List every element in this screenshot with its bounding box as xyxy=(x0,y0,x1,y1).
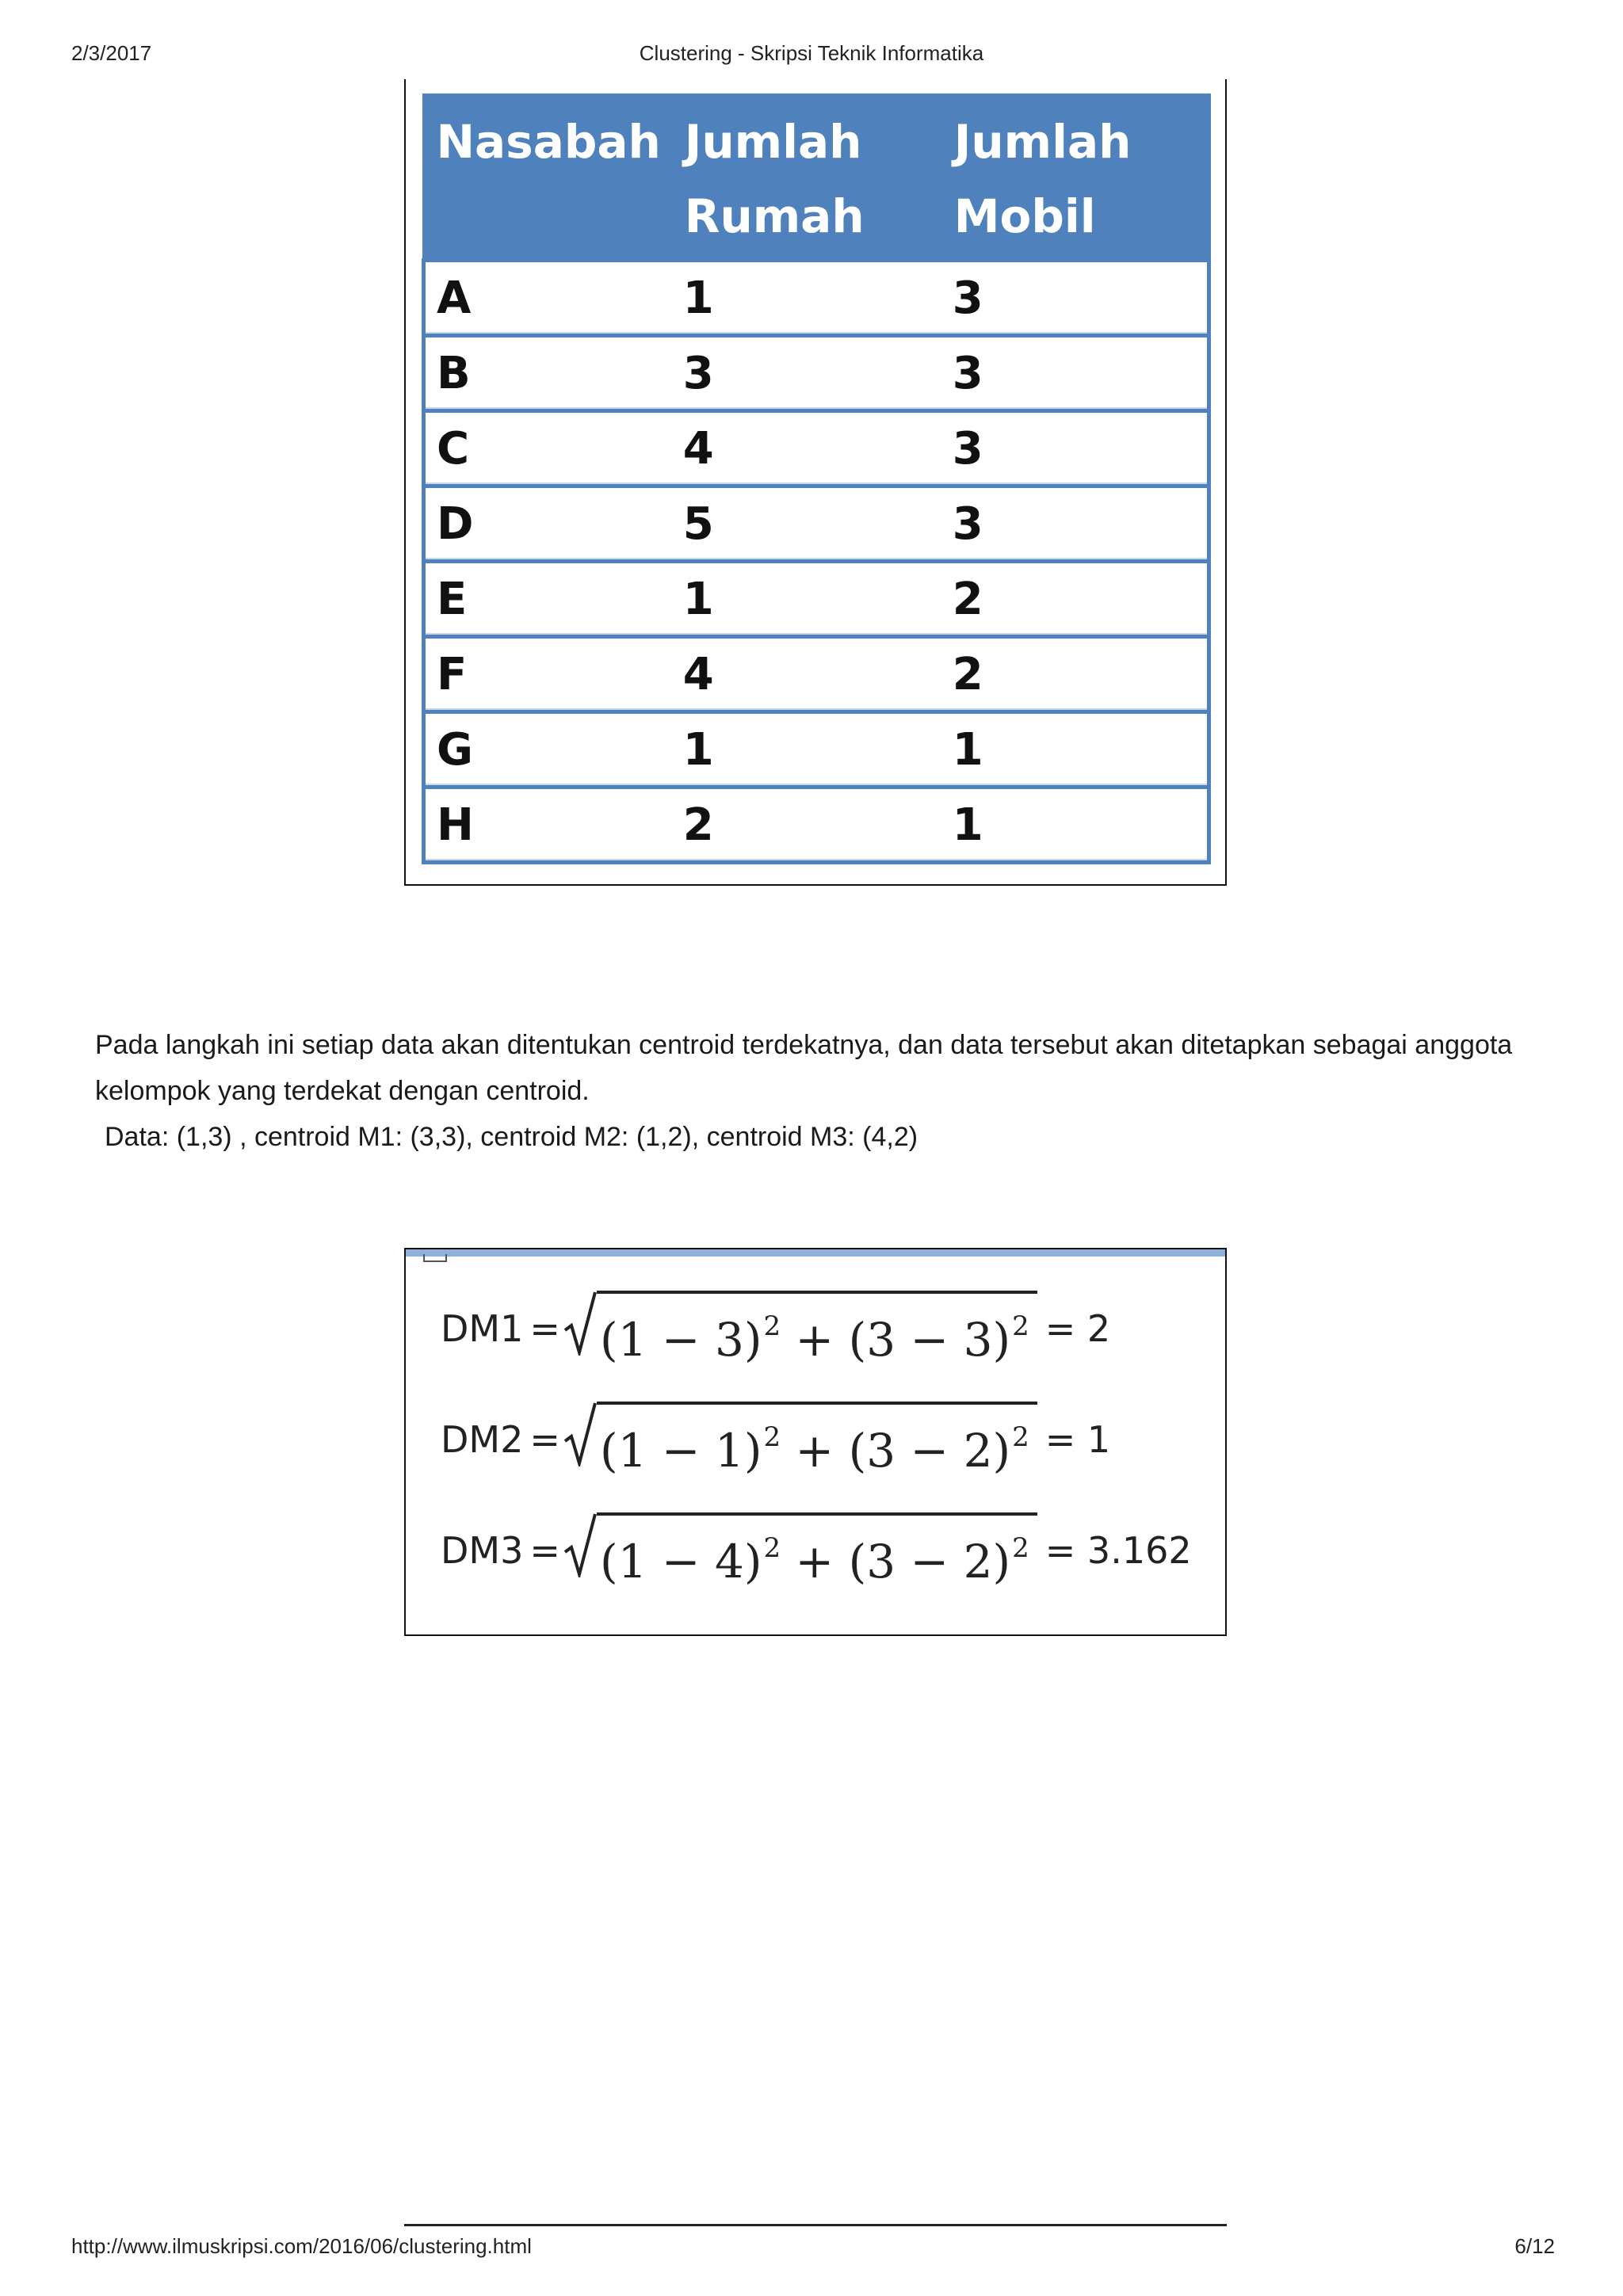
exponent: 2 xyxy=(763,1531,781,1564)
header-line: Rumah xyxy=(684,189,865,243)
term: (3 − 2) xyxy=(848,1423,1011,1478)
cell-jumlah-rumah: 1 xyxy=(672,562,941,637)
table-row xyxy=(424,712,1209,788)
formula-name: DM1 xyxy=(441,1307,524,1350)
cell-jumlah-mobil: 1 xyxy=(941,788,1209,863)
body-text xyxy=(95,1022,1537,1160)
cell-jumlah-rumah: 2 xyxy=(672,788,941,863)
formula-dm3 xyxy=(441,1495,1192,1606)
cell-jumlah-rumah: 4 xyxy=(672,637,941,712)
term: (1 − 1) xyxy=(599,1423,762,1478)
term: (3 − 2) xyxy=(848,1534,1011,1589)
table-row xyxy=(424,637,1209,712)
formula-topbar xyxy=(406,1249,1225,1257)
print-header xyxy=(0,0,1623,87)
header-nasabah xyxy=(424,95,672,261)
cell-jumlah-mobil: 3 xyxy=(941,411,1209,486)
exponent: 2 xyxy=(1012,1421,1029,1453)
formula-result: = 3.162 xyxy=(1044,1529,1192,1572)
nasabah-table xyxy=(422,93,1211,864)
table-row xyxy=(424,261,1209,336)
plus-sign: + xyxy=(781,1312,849,1367)
header-line: Jumlah xyxy=(953,115,1132,169)
table-row xyxy=(424,336,1209,411)
page-number: 6/12 xyxy=(1514,2234,1555,2258)
cell-jumlah-mobil: 3 xyxy=(941,261,1209,336)
cell-jumlah-mobil: 2 xyxy=(941,562,1209,637)
cell-jumlah-rumah: 1 xyxy=(672,261,941,336)
cell-jumlah-rumah: 4 xyxy=(672,411,941,486)
cell-nasabah: C xyxy=(424,411,672,486)
cell-nasabah: G xyxy=(424,712,672,788)
radicand xyxy=(597,1512,1037,1589)
data-line: Data: (1,3) , centroid M1: (3,3), centroid M2: (1,2), centroid M3: (4,2) xyxy=(105,1122,918,1152)
table-row xyxy=(424,486,1209,562)
cell-nasabah: F xyxy=(424,637,672,712)
table-header-row xyxy=(424,95,1209,261)
radical-icon xyxy=(563,1402,597,1466)
formula-figure xyxy=(404,1248,1227,1636)
formula-name: DM3 xyxy=(441,1529,524,1572)
cell-jumlah-mobil: 3 xyxy=(941,336,1209,411)
cell-jumlah-rumah: 3 xyxy=(672,336,941,411)
formula-equals: = xyxy=(529,1529,560,1572)
cell-jumlah-mobil: 1 xyxy=(941,712,1209,788)
plus-sign: + xyxy=(781,1534,849,1589)
radical-icon xyxy=(563,1291,597,1356)
print-title: Clustering - Skripsi Teknik Informatika xyxy=(639,41,984,65)
cell-nasabah: H xyxy=(424,788,672,863)
header-line: Jumlah xyxy=(684,115,862,169)
term: (1 − 4) xyxy=(599,1534,762,1589)
exponent: 2 xyxy=(763,1421,781,1453)
cell-jumlah-rumah: 5 xyxy=(672,486,941,562)
term: (1 − 3) xyxy=(599,1312,762,1367)
body-paragraph: Pada langkah ini setiap data akan ditentukan centroid terdekatnya, dan data tersebut akan ditetapkan sebagai anggota kelompok yang terdekat dengan centroid. xyxy=(95,1030,1513,1106)
square-root xyxy=(563,1402,1037,1478)
cell-nasabah: E xyxy=(424,562,672,637)
cell-jumlah-mobil: 2 xyxy=(941,637,1209,712)
header-jumlah-rumah xyxy=(672,95,941,261)
formula-name: DM2 xyxy=(441,1418,524,1461)
term: (3 − 3) xyxy=(848,1312,1011,1367)
exponent: 2 xyxy=(763,1310,781,1342)
exponent: 2 xyxy=(1012,1531,1029,1564)
radical-icon xyxy=(563,1512,597,1577)
cell-jumlah-mobil: 3 xyxy=(941,486,1209,562)
cell-nasabah: B xyxy=(424,336,672,411)
cell-nasabah: D xyxy=(424,486,672,562)
formula-result: = 1 xyxy=(1044,1418,1111,1461)
footer-url: http://www.ilmuskripsi.com/2016/06/clustering.html xyxy=(71,2234,532,2258)
formula-result: = 2 xyxy=(1044,1307,1111,1350)
formula-dm2 xyxy=(441,1384,1192,1495)
exponent: 2 xyxy=(1012,1310,1029,1342)
table-row xyxy=(424,411,1209,486)
formula-dm1 xyxy=(441,1273,1192,1384)
cell-jumlah-rumah: 1 xyxy=(672,712,941,788)
formula-equals: = xyxy=(529,1418,560,1461)
table-figure xyxy=(404,79,1227,886)
corner-marker-icon xyxy=(423,1254,447,1262)
footer-divider xyxy=(404,2224,1227,2226)
plus-sign: + xyxy=(781,1423,849,1478)
header-line: Mobil xyxy=(953,189,1096,243)
header-jumlah-mobil xyxy=(941,95,1209,261)
header-line: Nasabah xyxy=(436,115,661,169)
radicand xyxy=(597,1402,1037,1478)
square-root xyxy=(563,1512,1037,1589)
print-date: 2/3/2017 xyxy=(71,41,152,65)
cell-nasabah: A xyxy=(424,261,672,336)
formula-list xyxy=(441,1273,1192,1606)
table-row xyxy=(424,562,1209,637)
radicand xyxy=(597,1291,1037,1367)
formula-equals: = xyxy=(529,1307,560,1350)
square-root xyxy=(563,1291,1037,1367)
table-row xyxy=(424,788,1209,863)
